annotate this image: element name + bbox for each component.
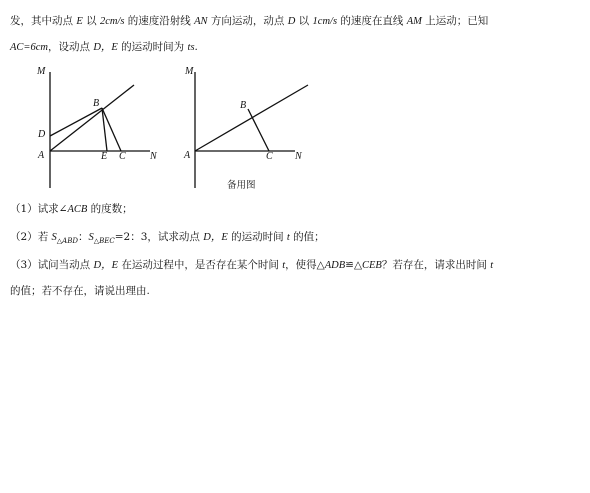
var-t: t	[286, 232, 290, 243]
var-t: t	[490, 260, 494, 271]
text: 上运动；已知	[421, 15, 489, 27]
label-D: D	[38, 129, 46, 140]
triangle-CEB: CEB	[362, 260, 382, 271]
text: 试求∠	[37, 203, 68, 215]
label-M: M	[37, 66, 46, 77]
area-symbol: S	[51, 232, 57, 243]
text: 若	[37, 231, 52, 243]
text: 以	[82, 15, 100, 27]
question-2	[10, 230, 325, 248]
text: 的值；	[289, 231, 325, 243]
problem-intro-line2	[10, 40, 198, 55]
segment-BC	[248, 109, 269, 151]
speed-d: 1cm/s	[312, 16, 338, 27]
var-t: ts	[187, 42, 195, 53]
label-M: M	[185, 66, 194, 77]
var-E: E	[76, 16, 83, 27]
text: 在运动过程中，是否存在某个时间	[118, 259, 283, 271]
text: 以	[295, 15, 313, 27]
text: ，设动点	[48, 41, 94, 53]
label-B: B	[93, 98, 100, 109]
text: ≌△	[345, 259, 363, 271]
angle-ACB: ACB	[67, 204, 88, 215]
line-AM: AM	[406, 16, 422, 27]
area-symbol: S	[88, 232, 94, 243]
text: 方向运动，动点	[207, 15, 288, 27]
area-subscript-ABD: △ABD	[56, 237, 78, 245]
label-A: A	[38, 150, 45, 161]
question-number: （2）	[10, 231, 38, 243]
text: 的运动时间为	[117, 41, 188, 53]
label-A: A	[184, 150, 191, 161]
vars-DE: D，E	[93, 42, 118, 53]
label-C: C	[119, 151, 126, 162]
text: 试问当动点	[37, 259, 94, 271]
text: ：	[77, 231, 89, 243]
text: 发，其中动点	[10, 15, 77, 27]
figure-caption: 备用图	[227, 180, 256, 191]
text: 的度数；	[87, 203, 133, 215]
question-3-line2	[10, 284, 150, 298]
text: ，使得△	[285, 259, 325, 271]
question-number: （3）	[10, 259, 38, 271]
text: 的值；若不存在，请说出理由.	[10, 285, 150, 297]
text: 的速度沿射线	[124, 15, 195, 27]
ray-AN: AN	[194, 16, 208, 27]
text: .	[194, 41, 198, 53]
given-AC: AC=6cm	[10, 42, 48, 53]
label-N: N	[150, 151, 157, 162]
text: =2：3，试求动点	[114, 231, 204, 243]
figure-1	[30, 60, 170, 195]
area-subscript-BEC: △BEC	[93, 237, 115, 245]
question-1	[10, 202, 133, 217]
problem-intro-line1	[10, 14, 488, 29]
label-B: B	[240, 100, 247, 111]
text: 的运动时间	[227, 231, 287, 243]
text: ？若存在，请求出时间	[381, 259, 491, 271]
triangle-ADB: ADB	[324, 260, 346, 271]
figure-2	[175, 60, 315, 195]
text: 的速度在直线	[337, 15, 407, 27]
vars-DE: D，E	[203, 232, 228, 243]
ray-AB	[50, 85, 134, 151]
speed-e: 2cm/s	[99, 16, 125, 27]
var-D: D	[287, 16, 296, 27]
segment-DB	[50, 108, 102, 136]
question-3	[10, 258, 493, 273]
var-t: t	[282, 260, 286, 271]
question-number: （1）	[10, 203, 38, 215]
vars-DE: D，E	[93, 260, 119, 271]
label-E: E	[101, 151, 108, 162]
label-N: N	[295, 151, 302, 162]
ray-AB	[195, 85, 308, 151]
label-C: C	[266, 151, 273, 162]
